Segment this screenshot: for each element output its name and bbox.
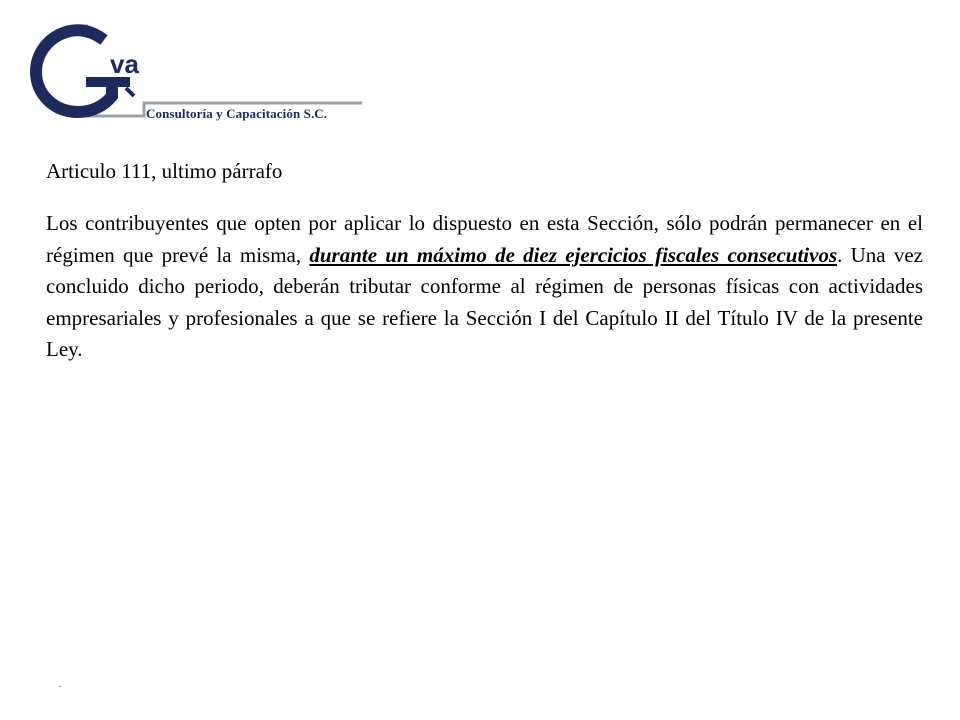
company-logo <box>26 18 371 130</box>
paragraph-text-end: . Una vez concluido dicho periodo, deberán tributar conforme al régimen de personas físicas con actividades empresariales y profesionales a que se refiere la Sección I del Capítulo II del Título IV de la presente Ley. <box>46 242 923 361</box>
logo-monogram: va <box>110 49 139 79</box>
article-paragraph <box>46 208 923 366</box>
footer-mark: . <box>59 679 62 690</box>
logo-accent <box>126 88 134 96</box>
paragraph-text-start: Los contribuyentes que opten por aplicar lo dispuesto en esta Sección, sólo podrán permanecer en el régimen que prevé la misma, <box>46 211 923 267</box>
logo-g-arc <box>36 30 112 112</box>
logo-tagline: Consultoría y Capacitación S.C. <box>146 106 328 121</box>
logo-swoosh-line <box>34 26 362 116</box>
emphasized-text: durante un máximo de diez ejercicios fiscales consecutivos <box>309 242 838 267</box>
page-title: Articulo 111, ultimo párrafo <box>46 159 283 183</box>
document-body <box>46 155 923 366</box>
